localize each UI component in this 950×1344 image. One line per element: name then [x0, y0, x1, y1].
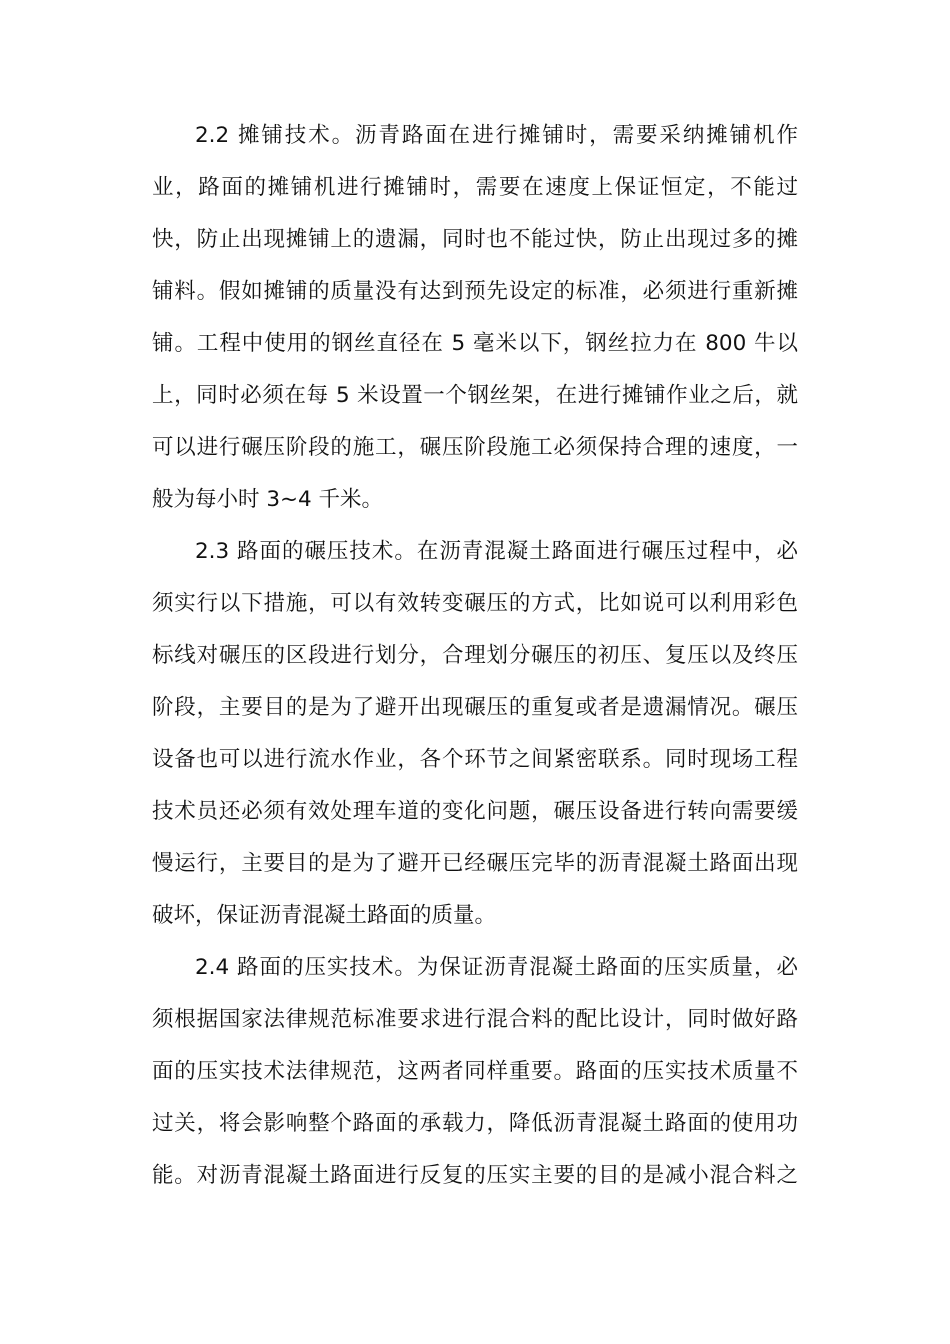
- text-line: 技术员还必须有效处理车道的变化问题，碾压设备进行转向需要缓: [152, 799, 798, 824]
- text-line: 快，防止出现摊铺上的遗漏，同时也不能过快，防止出现过多的摊: [152, 227, 798, 252]
- text-line: 阶段，主要目的是为了避开出现碾压的重复或者是遗漏情况。碾压: [152, 695, 798, 720]
- text-line: 设备也可以进行流水作业，各个环节之间紧密联系。同时现场工程: [152, 747, 798, 772]
- text-line: 铺料。假如摊铺的质量没有达到预先设定的标准，必须进行重新摊: [152, 279, 798, 304]
- text-line: 能。对沥青混凝土路面进行反复的压实主要的目的是减小混合料之: [152, 1163, 798, 1188]
- text-line: 2.2 摊铺技术。沥青路面在进行摊铺时，需要采纳摊铺机作: [195, 123, 798, 148]
- text-line: 铺。工程中使用的钢丝直径在 5 毫米以下，钢丝拉力在 800 牛以: [152, 331, 798, 356]
- text-line: 过关，将会影响整个路面的承载力，降低沥青混凝土路面的使用功: [152, 1111, 798, 1136]
- text-line: 标线对碾压的区段进行划分，合理划分碾压的初压、复压以及终压: [152, 643, 798, 668]
- text-line: 般为每小时 3~4 千米。: [152, 487, 384, 512]
- text-line: 破坏，保证沥青混凝土路面的质量。: [152, 903, 497, 928]
- text-line: 2.3 路面的碾压技术。在沥青混凝土路面进行碾压过程中，必: [195, 539, 798, 564]
- text-line: 2.4 路面的压实技术。为保证沥青混凝土路面的压实质量，必: [195, 955, 798, 980]
- text-line: 慢运行，主要目的是为了避开已经碾压完毕的沥青混凝土路面出现: [152, 851, 798, 876]
- text-line: 可以进行碾压阶段的施工，碾压阶段施工必须保持合理的速度，一: [152, 435, 798, 460]
- text-line: 须根据国家法律规范标准要求进行混合料的配比设计，同时做好路: [152, 1007, 798, 1032]
- text-line: 上，同时必须在每 5 米设置一个钢丝架，在进行摊铺作业之后，就: [152, 383, 798, 408]
- text-line: 须实行以下措施，可以有效转变碾压的方式，比如说可以利用彩色: [152, 591, 798, 616]
- text-line: 业，路面的摊铺机进行摊铺时，需要在速度上保证恒定，不能过: [152, 175, 798, 200]
- text-line: 面的压实技术法律规范，这两者同样重要。路面的压实技术质量不: [152, 1059, 798, 1084]
